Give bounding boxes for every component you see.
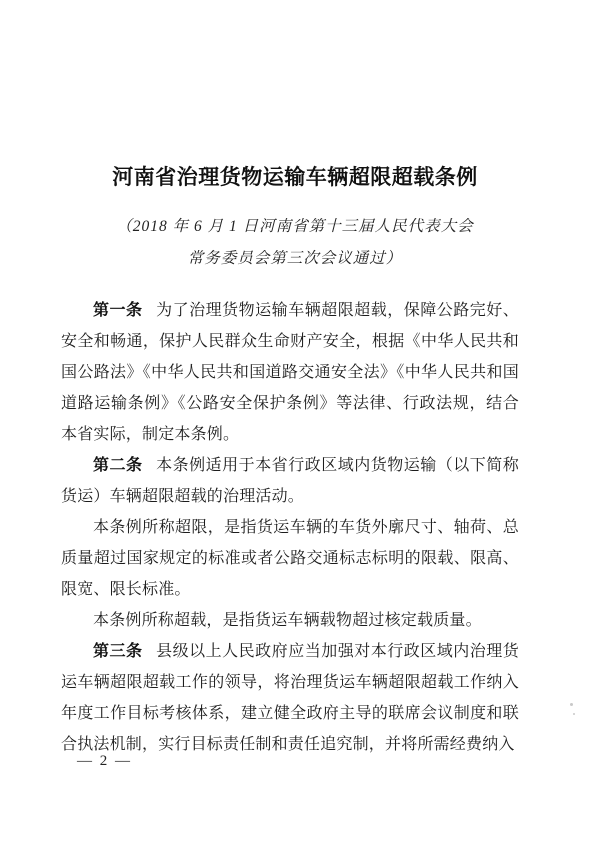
article-1-label: 第一条 [93, 302, 143, 319]
article-2-definition-overlimit-paragraph [61, 512, 519, 605]
document-body [61, 295, 519, 760]
adoption-note-line1: （2018 年 6 月 1 日河南省第十三届人民代表大会 [116, 218, 474, 235]
scan-artifact [573, 713, 575, 715]
article-2-definition-overload-text: 本条例所称超载，是指货运车辆载物超过核定载质量。 [93, 612, 482, 629]
scan-artifact [570, 703, 573, 706]
article-1-text: 为了治理货物运输车辆超限超载，保障公路完好、安全和畅通，保护人民群众生命财产安全，根据《中华人民共和国公路法》《中华人民共和国道路交通安全法》《中华人民共和国道路运输条例》《公路安全保护条例》等法律、行政法规，结合本省实际，制定本条例。 [61, 302, 519, 443]
article-2-definition-overload-paragraph [61, 605, 519, 636]
article-3-text: 县级以上人民政府应当加强对本行政区域内治理货运车辆超限超载工作的领导，将治理货运车辆超限超载工作纳入年度工作目标考核体系，建立健全政府主导的联席会议制度和联合执法机制，实行目标责任制和责任追究制，并将所需经费纳入 [61, 643, 519, 753]
adoption-note-line2: 常务委员会第三次会议通过） [187, 250, 403, 267]
document-title: 河南省治理货物运输车辆超限超载条例 [112, 165, 478, 189]
adoption-note [0, 211, 590, 275]
article-2-definition-overlimit-text: 本条例所称超限，是指货运车辆的车货外廓尺寸、轴荷、总质量超过国家规定的标准或者公路交通标志标明的限载、限高、限宽、限长标准。 [61, 519, 519, 598]
article-2-label: 第二条 [93, 457, 143, 474]
article-2-text: 本条例适用于本省行政区域内货物运输（以下简称货运）车辆超限超载的治理活动。 [61, 457, 519, 505]
article-1-paragraph [61, 295, 519, 450]
article-2-paragraph [61, 450, 519, 512]
article-3-paragraph [61, 636, 519, 760]
page-number: — 2 — [77, 753, 132, 769]
article-3-label: 第三条 [93, 643, 143, 660]
